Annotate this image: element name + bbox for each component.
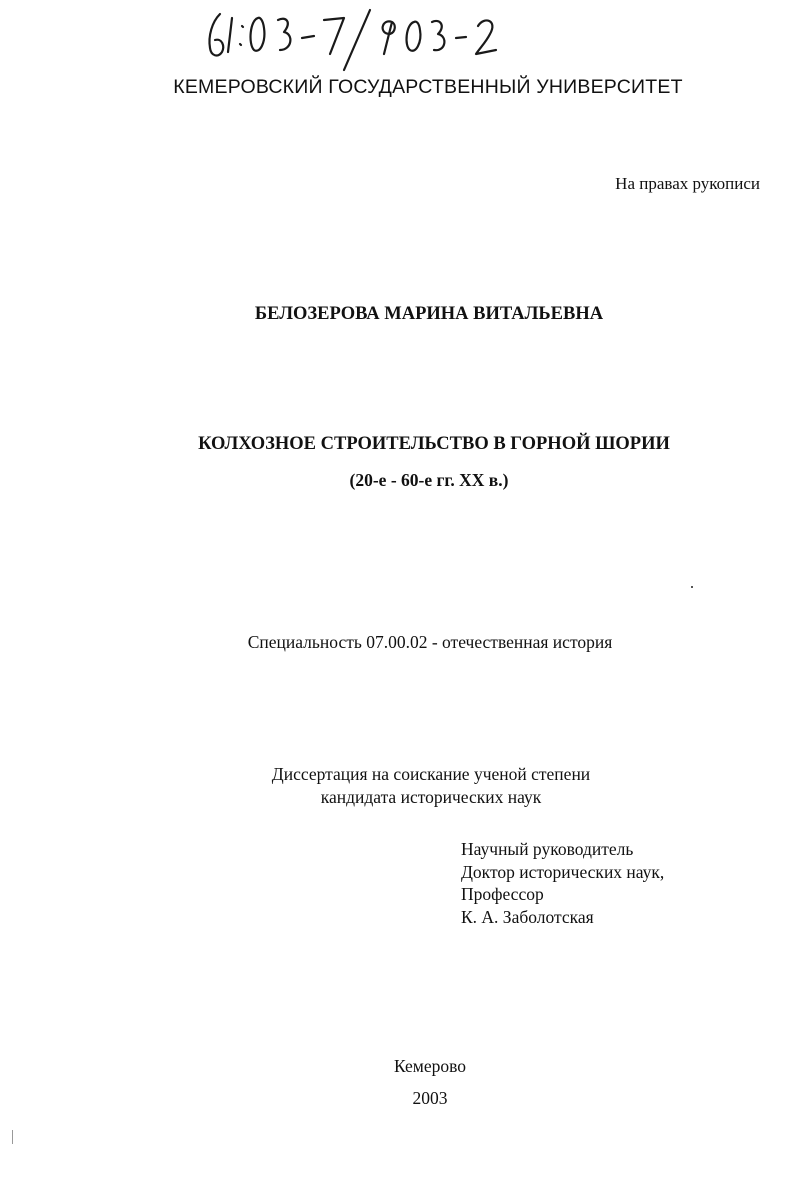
- supervisor-block: [461, 838, 664, 928]
- city: Кемерово: [393, 1056, 466, 1076]
- year: 2003: [412, 1088, 448, 1108]
- university-name: КЕМЕРОВСКИЙ ГОСУДАРСТВЕННЫЙ УНИВЕРСИТЕТ: [173, 76, 683, 98]
- scan-edge-mark: [12, 1130, 13, 1144]
- specialty-line: Специальность 07.00.02 - отечественная история: [247, 632, 613, 652]
- author-name: БЕЛОЗЕРОВА МАРИНА ВИТАЛЬЕВНА: [254, 304, 604, 324]
- handwritten-catalog-number-drawing: [198, 4, 518, 76]
- dissertation-degree-statement: [0, 763, 794, 809]
- supervisor-degree: Доктор исторических наук,: [461, 861, 665, 882]
- scan-speck: [691, 586, 693, 588]
- supervisor-role: Научный руководитель: [461, 839, 634, 859]
- manuscript-rights-note: На правах рукописи: [615, 174, 760, 193]
- dissertation-period: (20-е - 60-е гг. XX в.): [349, 470, 509, 490]
- supervisor-name: К. А. Заболотская: [461, 906, 594, 927]
- supervisor-rank: Профессор: [461, 884, 544, 904]
- dissertation-line-2: кандидата исторических наук: [320, 787, 542, 807]
- dissertation-line-1: Диссертация на соискание ученой степени: [271, 764, 591, 784]
- handwritten-catalog-number: [198, 4, 518, 76]
- dissertation-title: КОЛХОЗНОЕ СТРОИТЕЛЬСТВО В ГОРНОЙ ШОРИИ: [198, 434, 670, 454]
